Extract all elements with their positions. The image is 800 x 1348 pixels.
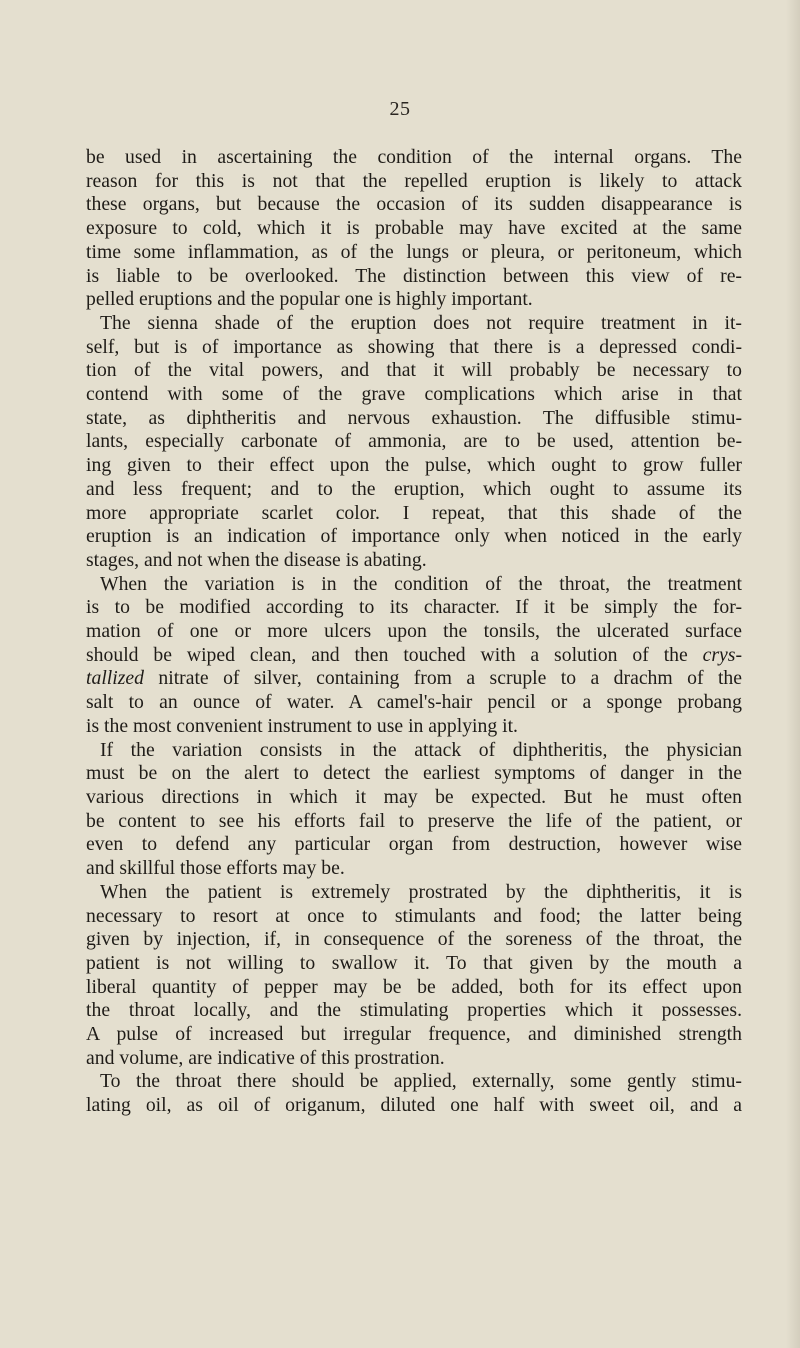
text-line: lating oil, as oil of origanum, diluted one half with sweet oil, and a [86, 1094, 742, 1117]
italic-word: tallized [86, 667, 144, 690]
text-line: lants, especially carbonate of ammonia, are to be used, attention be- [86, 430, 742, 453]
text-line: ing given to their effect upon the pulse, which ought to grow fuller [86, 454, 742, 477]
page-edge-shadow [786, 0, 800, 1348]
text-line: reason for this is not that the repelled eruption is likely to attack [86, 169, 742, 192]
text-line: self, but is of importance as showing that there is a depressed condi- [86, 335, 742, 358]
text-line: When the variation is in the condition of the throat, the treatment [100, 572, 742, 595]
text-line: these organs, but because the occasion of its sudden disappearance is [86, 193, 742, 216]
text-line: and skillful those efforts may be. [86, 857, 345, 880]
text-line: eruption is an indication of importance only when noticed in the early [86, 525, 742, 548]
page-number: 25 [389, 98, 411, 120]
text-line: is the most convenient instrument to use in applying it. [86, 714, 518, 737]
text-line: When the patient is extremely prostrated by the diphtheritis, it is [100, 880, 742, 903]
text-line: To the throat there should be applied, externally, some gently stimu- [100, 1070, 742, 1093]
text-line: exposure to cold, which it is probable may have excited at the same [86, 217, 742, 240]
italic-word: crys- [702, 643, 743, 666]
paragraph-2 [86, 312, 742, 573]
text-line: contend with some of the grave complications which arise in that [86, 383, 742, 406]
text-segment: should be wiped clean, and then touched with a solution of the [86, 643, 688, 666]
text-line: is to be modified according to its character. If it be simply the for- [86, 596, 742, 619]
text-line: The sienna shade of the eruption does not require treatment in it- [100, 311, 742, 334]
body-text [86, 146, 742, 1118]
text-line: stages, and not when the disease is abating. [86, 548, 427, 571]
paragraph-1 [86, 146, 742, 312]
text-line: must be on the alert to detect the earliest symptoms of danger in the [86, 762, 742, 785]
text-line: more appropriate scarlet color. I repeat, that this shade of the [86, 501, 742, 524]
text-line: be used in ascertaining the condition of the internal organs. The [86, 146, 742, 168]
text-line: If the variation consists in the attack of diphtheritis, the physician [100, 738, 742, 761]
text-segment: nitrate of silver, containing from a scruple to a drachm of the [143, 667, 742, 690]
text-line: necessary to resort at once to stimulants and food; the latter being [86, 904, 742, 927]
text-line: mation of one or more ulcers upon the tonsils, the ulcerated surface [86, 620, 742, 643]
text-line: is liable to be overlooked. The distinction between this view of re- [86, 264, 742, 287]
text-line: liberal quantity of pepper may be be added, both for its effect upon [86, 975, 742, 998]
paragraph-5 [86, 881, 742, 1071]
text-line: the throat locally, and the stimulating properties which it possesses. [86, 999, 742, 1022]
text-line: tion of the vital powers, and that it will probably be necessary to [86, 359, 742, 382]
text-line: and less frequent; and to the eruption, which ought to assume its [86, 477, 742, 500]
text-line: patient is not willing to swallow it. To that given by the mouth a [86, 951, 742, 974]
text-line: A pulse of increased but irregular frequence, and diminished strength [86, 1023, 742, 1046]
text-line: be content to see his efforts fail to preserve the life of the patient, or [86, 809, 742, 832]
text-line: time some inflammation, as of the lungs or pleura, or peritoneum, which [86, 240, 742, 263]
text-line: given by injection, if, in consequence of the soreness of the throat, the [86, 928, 742, 951]
paragraph-4 [86, 739, 742, 881]
text-line: various directions in which it may be expected. But he must often [86, 785, 742, 808]
paragraph-6 [86, 1070, 742, 1117]
text-line: salt to an ounce of water. A camel's-hair pencil or a sponge probang [86, 691, 742, 714]
paragraph-3 [86, 573, 742, 739]
text-line [86, 667, 742, 691]
text-line: even to defend any particular organ from destruction, however wise [86, 833, 742, 856]
text-line: state, as diphtheritis and nervous exhaustion. The diffusible stimu- [86, 406, 742, 429]
text-line [86, 644, 742, 668]
text-line: pelled eruptions and the popular one is highly important. [86, 288, 533, 311]
text-line: and volume, are indicative of this prostration. [86, 1046, 445, 1069]
